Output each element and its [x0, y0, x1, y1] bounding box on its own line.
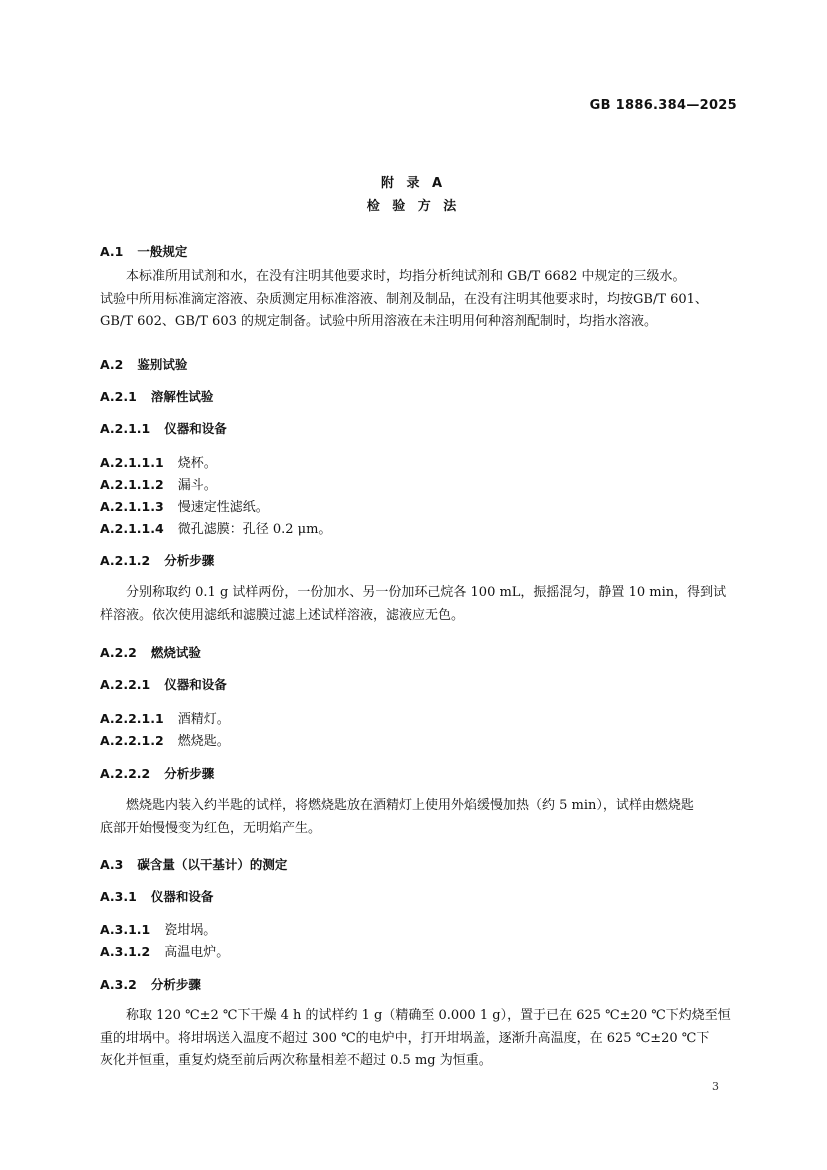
heading-a212	[100, 551, 214, 569]
heading-title: 仪器和设备	[164, 677, 227, 692]
paragraph-line: 灰化并恒重，重复灼烧至前后两次称量相差不超过 0.5 mg 为恒重。	[100, 1053, 492, 1068]
heading-a222	[100, 764, 214, 782]
paragraph-a222	[100, 795, 742, 840]
item-a312	[100, 941, 229, 960]
heading-title: 溶解性试验	[150, 389, 214, 404]
heading-number: A.3.1	[100, 889, 137, 904]
item-text: 漏斗。	[177, 478, 217, 493]
heading-a32	[100, 975, 201, 993]
heading-a31	[100, 887, 213, 905]
paragraph-a1	[100, 266, 742, 334]
item-number: A.2.1.1.2	[100, 477, 164, 492]
paragraph-line: GB/T 602、GB/T 603 的规定制备。试验中所用溶液在未注明用何种溶剂配制时，均指水溶液。	[100, 314, 658, 329]
item-text: 慢速定性滤纸。	[177, 500, 269, 515]
item-text: 高温电炉。	[164, 945, 230, 960]
item-a2211	[100, 708, 230, 727]
paragraph-line: 试验中所用标准滴定溶液、杂质测定用标准溶液、制剂及制品，在没有注明其他要求时，均按GB/T 601、	[100, 291, 708, 307]
heading-title: 鉴别试验	[137, 357, 188, 372]
paragraph-line: 燃烧匙内装入约半匙的试样，将燃烧匙放在酒精灯上使用外焰缓慢加热（约 5 min），试样由燃烧匙	[126, 798, 694, 813]
item-text: 酒精灯。	[177, 712, 230, 727]
paragraph-a32	[100, 1005, 742, 1073]
item-number: A.2.2.1.2	[100, 733, 164, 748]
heading-title: 燃烧试验	[150, 645, 201, 660]
item-a311	[100, 919, 216, 938]
heading-title: 分析步骤	[164, 766, 215, 781]
item-text: 微孔滤膜：孔径 0.2 μm。	[177, 522, 332, 537]
annex-label: 附 录 A	[380, 176, 447, 191]
paragraph-line: 称取 120 ℃±2 ℃下干燥 4 h 的试样约 1 g（精确至 0.000 1 g），置于已在 625 ℃±20 ℃下灼烧至恒	[126, 1008, 731, 1023]
heading-a22	[100, 643, 201, 661]
standard-number: GB 1886.384—2025	[589, 98, 737, 113]
item-number: A.2.1.1.4	[100, 521, 164, 536]
paragraph-line: 重的坩埚中。将坩埚送入温度不超过 300 ℃的电炉中，打开坩埚盖，逐渐升高温度，在 625 ℃±20 ℃下	[100, 1030, 710, 1046]
item-a2212	[100, 730, 230, 749]
heading-title: 仪器和设备	[150, 889, 214, 904]
page-number: 3	[712, 1080, 719, 1093]
item-number: A.2.2.1.1	[100, 711, 164, 726]
heading-title: 仪器和设备	[164, 421, 227, 436]
heading-a1	[100, 242, 187, 260]
heading-title: 一般规定	[137, 244, 188, 259]
heading-number: A.2.2.2	[100, 766, 151, 781]
item-a2114	[100, 518, 331, 537]
item-text: 烧杯。	[177, 456, 217, 471]
item-a2113	[100, 496, 269, 515]
heading-a21	[100, 387, 213, 405]
heading-number: A.2.1	[100, 389, 137, 404]
heading-number: A.3.2	[100, 977, 137, 992]
item-a2111	[100, 452, 217, 471]
paragraph-line: 本标准所用试剂和水，在没有注明其他要求时，均指分析纯试剂和 GB/T 6682 中规定的三级水。	[126, 269, 686, 284]
item-text: 瓷坩埚。	[164, 923, 217, 938]
paragraph-line: 底部开始慢慢变为红色，无明焰产生。	[100, 820, 322, 836]
item-number: A.2.1.1.3	[100, 499, 164, 514]
item-number: A.3.1.1	[100, 922, 151, 937]
heading-title: 分析步骤	[164, 553, 215, 568]
annex-title: 检 验 方 法	[366, 199, 461, 214]
heading-a2	[100, 355, 187, 373]
heading-number: A.2	[100, 357, 124, 372]
item-a2112	[100, 474, 217, 493]
item-number: A.2.1.1.1	[100, 455, 164, 470]
item-text: 燃烧匙。	[177, 734, 230, 749]
heading-a221	[100, 675, 227, 693]
heading-title: 分析步骤	[150, 977, 201, 992]
heading-number: A.2.1.2	[100, 553, 151, 568]
heading-number: A.2.2	[100, 645, 137, 660]
heading-a211	[100, 419, 227, 437]
heading-number: A.2.1.1	[100, 421, 151, 436]
heading-a3	[100, 855, 287, 873]
heading-number: A.1	[100, 244, 124, 259]
paragraph-a212	[100, 582, 742, 627]
paragraph-line: 样溶液。依次使用滤纸和滤膜过滤上述试样溶液，滤液应无色。	[100, 607, 465, 623]
paragraph-line: 分别称取约 0.1 g 试样两份，一份加水、另一份加环己烷各 100 mL，振摇混匀，静置 10 min，得到试	[126, 585, 727, 600]
heading-number: A.3	[100, 857, 124, 872]
item-number: A.3.1.2	[100, 944, 151, 959]
heading-number: A.2.2.1	[100, 677, 151, 692]
heading-title: 碳含量（以干基计）的测定	[137, 857, 288, 872]
